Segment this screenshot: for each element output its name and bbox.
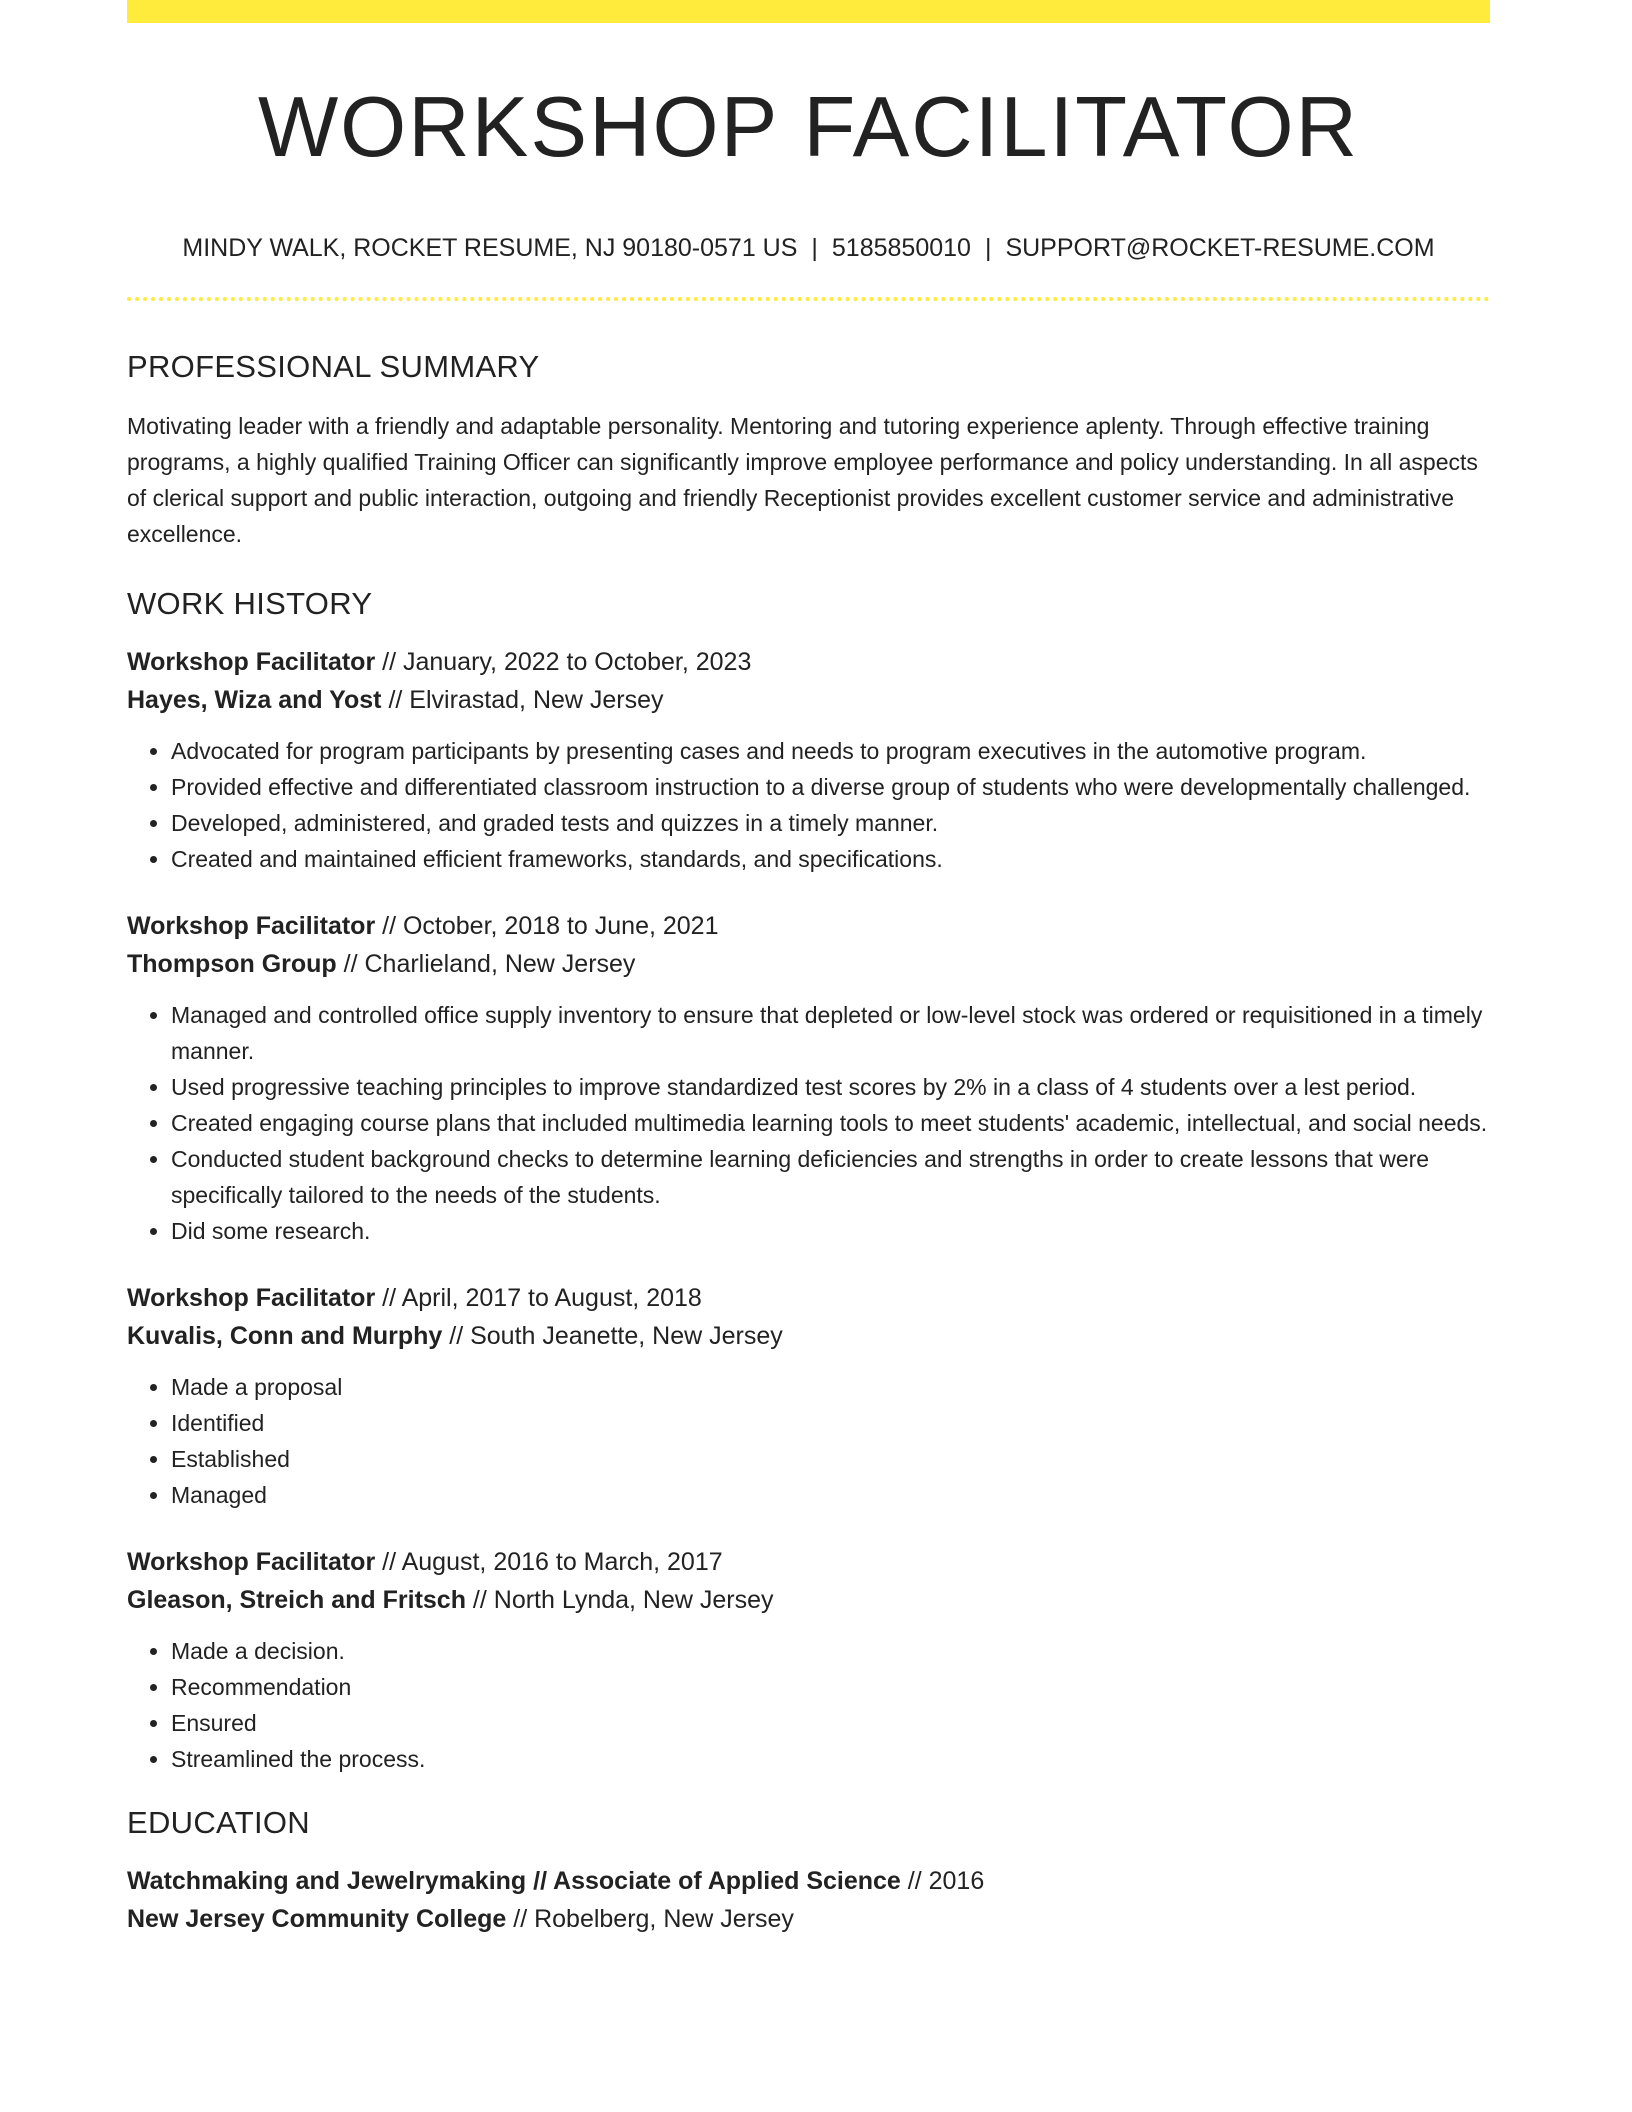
contact-line: [127, 236, 1490, 261]
job-bullets: [127, 1633, 1490, 1777]
job-company: Hayes, Wiza and Yost: [127, 686, 382, 714]
job-bullet: • Streamlined the process.: [171, 1741, 1490, 1777]
job-bullet: • Created and maintained efficient frameworks, standards, and specifications.: [171, 841, 1490, 877]
education-school: New Jersey Community College: [127, 1905, 507, 1933]
job-entry: [127, 1279, 1490, 1513]
job-entry: [127, 643, 1490, 877]
job-position-line: [127, 643, 1490, 681]
contact-email: SUPPORT@ROCKET-RESUME.COM: [1005, 234, 1435, 262]
summary-heading: PROFESSIONAL SUMMARY: [127, 349, 540, 384]
job-dates: // January, 2022 to October, 2023: [375, 648, 752, 676]
job-entry: [127, 1543, 1490, 1777]
job-position-line: [127, 1543, 1490, 1581]
top-accent-bar: [127, 0, 1490, 23]
resume-title: WORKSHOP FACILITATOR: [257, 80, 1360, 175]
job-company: Gleason, Streich and Fritsch: [127, 1586, 466, 1614]
education-degree-line: [127, 1862, 1490, 1900]
job-bullet: • Created engaging course plans that included multimedia learning tools to meet students' academic, intellectual, and social needs.: [171, 1105, 1490, 1141]
work-history-list: [127, 643, 1490, 1777]
job-dates: // October, 2018 to June, 2021: [375, 912, 719, 940]
job-company-line: [127, 681, 1490, 719]
job-bullet: • Identified: [171, 1405, 1490, 1441]
job-entry: [127, 907, 1490, 1249]
job-bullet: • Used progressive teaching principles to improve standardized test scores by 2% in a class of 4 students over a lest period.: [171, 1069, 1490, 1105]
contact-address: MINDY WALK, ROCKET RESUME, NJ 90180-0571 US: [182, 234, 798, 262]
job-location: // Elvirastad, New Jersey: [381, 686, 664, 714]
job-location: // North Lynda, New Jersey: [465, 1586, 774, 1614]
job-bullet: • Managed and controlled office supply inventory to ensure that depleted or low-level stock was ordered or requisitioned in a timely manner.: [171, 997, 1490, 1069]
job-position: Workshop Facilitator: [127, 648, 376, 676]
job-position: Workshop Facilitator: [127, 912, 376, 940]
job-position-line: [127, 1279, 1490, 1317]
contact-separator: |: [811, 234, 818, 262]
contact-phone: 5185850010: [831, 234, 971, 262]
job-company: Kuvalis, Conn and Murphy: [127, 1322, 443, 1350]
contact-separator: |: [984, 234, 992, 262]
resume-content: [127, 0, 1490, 1938]
job-company-line: [127, 1581, 1490, 1619]
job-bullet: • Advocated for program participants by presenting cases and needs to program executives in the automotive program.: [171, 733, 1490, 769]
job-location: // South Jeanette, New Jersey: [442, 1322, 783, 1350]
job-bullet: • Ensured: [171, 1705, 1490, 1741]
job-bullet: • Managed: [171, 1477, 1490, 1513]
education-heading: EDUCATION: [127, 1805, 310, 1840]
job-bullets: [127, 1369, 1490, 1513]
job-bullet: • Provided effective and differentiated classroom instruction to a diverse group of students who were developmentally challenged.: [171, 769, 1490, 805]
summary-text: Motivating leader with a friendly and adaptable personality. Mentoring and tutoring experience aplenty. Through effective training programs, a highly qualified Training Officer can significantly improve employee performance and policy understanding. In all aspects of clerical support and public interaction, outgoing and friendly Receptionist provides excellent customer service and administrative excellence.: [127, 413, 1478, 547]
job-company: Thompson Group: [127, 950, 337, 978]
job-company-line: [127, 1317, 1490, 1355]
job-bullet: • Made a proposal: [171, 1369, 1490, 1405]
job-position-line: [127, 907, 1490, 945]
job-bullet: • Conducted student background checks to determine learning deficiencies and strengths in order to create lessons that were specifically tailored to the needs of the students.: [171, 1141, 1490, 1213]
job-bullet: • Developed, administered, and graded tests and quizzes in a timely manner.: [171, 805, 1490, 841]
education-entry: [127, 1862, 1490, 1938]
dotted-divider: [127, 297, 1490, 301]
job-bullets: [127, 997, 1490, 1249]
job-dates: // August, 2016 to March, 2017: [375, 1548, 723, 1576]
education-school-line: [127, 1900, 1490, 1938]
job-bullet: • Recommendation: [171, 1669, 1490, 1705]
education-degree: Watchmaking and Jewelrymaking // Associate of Applied Science: [127, 1867, 901, 1895]
education-year: // 2016: [900, 1867, 985, 1895]
education-location: // Robelberg, New Jersey: [506, 1905, 794, 1933]
job-position: Workshop Facilitator: [127, 1548, 376, 1576]
job-position: Workshop Facilitator: [127, 1284, 376, 1312]
job-dates: // April, 2017 to August, 2018: [375, 1284, 702, 1312]
work-history-heading: WORK HISTORY: [127, 586, 373, 621]
job-company-line: [127, 945, 1490, 983]
job-bullets: [127, 733, 1490, 877]
job-location: // Charlieland, New Jersey: [336, 950, 636, 978]
job-bullet: • Made a decision.: [171, 1633, 1490, 1669]
job-bullet: • Established: [171, 1441, 1490, 1477]
job-bullet: • Did some research.: [171, 1213, 1490, 1249]
